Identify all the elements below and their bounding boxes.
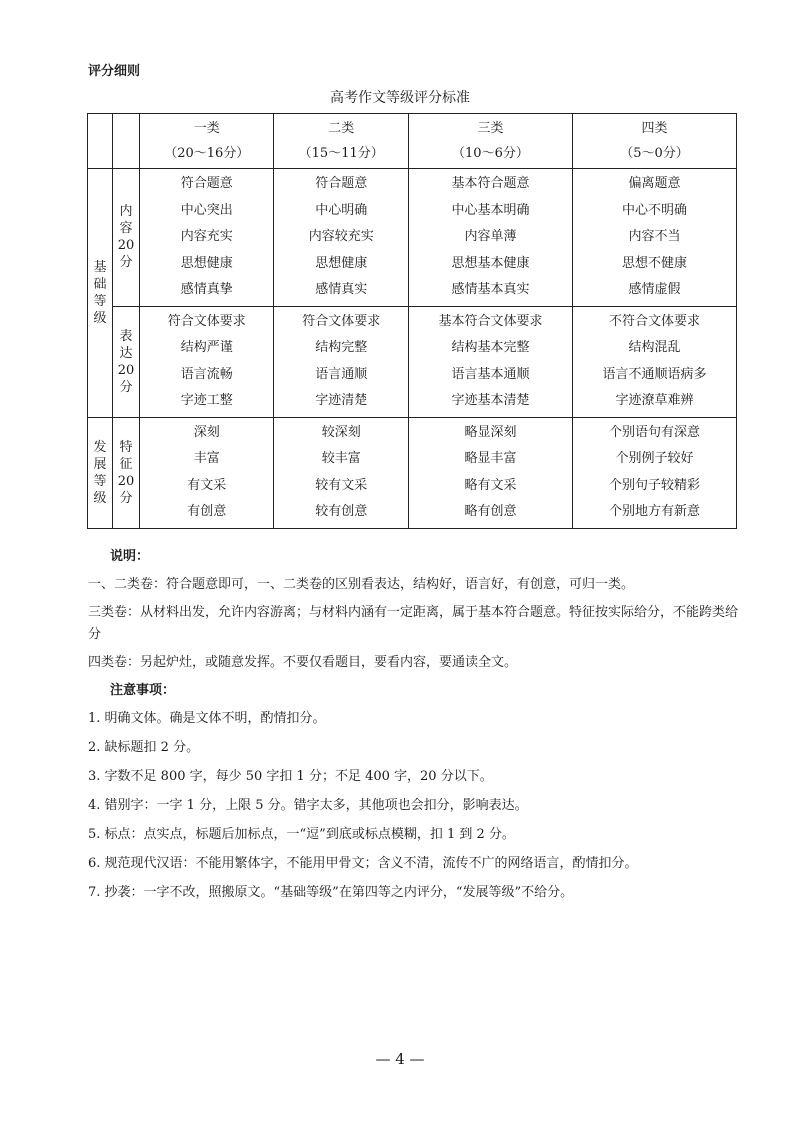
- cell-content-2: 符合题意 中心明确 内容较充实 思想健康 感情真实: [274, 169, 408, 307]
- cell-expression-2: 符合文体要求 结构完整 语言通顺 字迹清楚: [274, 306, 408, 417]
- row-expression: [88, 306, 737, 417]
- grading-table: [87, 113, 737, 529]
- row-feature: [88, 417, 737, 528]
- cell-expression-1: 符合文体要求 结构严谨 语言流畅 字迹工整: [140, 306, 274, 417]
- class-range: （15～11分）: [298, 146, 384, 161]
- class-range: （5～0分）: [620, 146, 689, 161]
- header-class-2: [274, 114, 408, 169]
- note-item-6: 6. 规范现代汉语：不能用繁体字，不能用甲骨文；含义不清，流传不广的网络语言，酌情扣分。: [88, 856, 638, 871]
- class-range: （20～16分）: [164, 146, 250, 161]
- note-item-5: 5. 标点：点实点，标题后加标点，一“逗”到底或标点模糊，扣 1 到 2 分。: [88, 827, 515, 842]
- note-item-2: 2. 缺标题扣 2 分。: [88, 740, 200, 755]
- section-title: 评分细则: [88, 64, 141, 79]
- table-title: 高考作文等级评分标准: [330, 90, 470, 106]
- header-class-3: [408, 114, 572, 169]
- header-class-4: [572, 114, 736, 169]
- table-header-row: [88, 114, 737, 169]
- cell-content-4: 偏离题意 中心不明确 内容不当 思想不健康 感情虚假: [572, 169, 736, 307]
- header-class-1: [140, 114, 274, 169]
- page-number: — 4 —: [375, 1050, 425, 1068]
- sub-expression: 表 达 20 分: [113, 306, 140, 417]
- cell-feature-1: 深刻 丰富 有文采 有创意: [140, 417, 274, 528]
- level-basic: 基 础 等 级: [88, 169, 113, 418]
- note-item-4: 4. 错别字：一字 1 分，上限 5 分。错字太多，其他项也会扣分，影响表达。: [88, 798, 528, 813]
- class-name: 二类: [328, 121, 355, 136]
- notes-section: [88, 546, 748, 911]
- note-item-1: 1. 明确文体。确是文体不明，酌情扣分。: [88, 711, 326, 726]
- sub-content: 内 容 20 分: [113, 169, 140, 307]
- explanation-paragraph-3: 四类卷：另起炉灶，或随意发挥。不要仅看题目，要看内容，要通读全文。: [88, 655, 518, 670]
- sub-feature: 特 征 20 分: [113, 417, 140, 528]
- class-range: （10～6分）: [452, 146, 529, 161]
- header-blank-level: [88, 114, 113, 169]
- header-blank-sub: [113, 114, 140, 169]
- explanation-paragraph-1: 一、二类卷：符合题意即可，一、二类卷的区别看表达，结构好，语言好，有创意，可归一类。: [88, 577, 635, 592]
- explanation-heading: 说明：: [110, 549, 150, 564]
- row-content: [88, 169, 737, 307]
- cell-expression-3: 基本符合文体要求 结构基本完整 语言基本通顺 字迹基本清楚: [408, 306, 572, 417]
- class-name: 三类: [477, 121, 504, 136]
- cell-feature-4: 个别语句有深意 个别例子较好 个别句子较精彩 个别地方有新意: [572, 417, 736, 528]
- cell-feature-3: 略显深刻 略显丰富 略有文采 略有创意: [408, 417, 572, 528]
- class-name: 一类: [193, 121, 220, 136]
- note-item-7: 7. 抄袭：一字不改，照搬原文。“基础等级”在第四等之内评分，“发展等级”不给分。: [88, 885, 574, 900]
- cell-content-1: 符合题意 中心突出 内容充实 思想健康 感情真挚: [140, 169, 274, 307]
- class-name: 四类: [641, 121, 668, 136]
- level-develop: 发 展 等 级: [88, 417, 113, 528]
- cell-expression-4: 不符合文体要求 结构混乱 语言不通顺语病多 字迹潦草难辨: [572, 306, 736, 417]
- notes-heading: 注意事项：: [110, 683, 176, 698]
- note-item-3: 3. 字数不足 800 字，每少 50 字扣 1 分；不足 400 字，20 分以下。: [88, 769, 493, 784]
- cell-feature-2: 较深刻 较丰富 较有文采 较有创意: [274, 417, 408, 528]
- explanation-paragraph-2: 三类卷：从材料出发，允许内容游离；与材料内涵有一定距离，属于基本符合题意。特征按实际给分，不能跨类给分: [88, 605, 739, 642]
- cell-content-3: 基本符合题意 中心基本明确 内容单薄 思想基本健康 感情基本真实: [408, 169, 572, 307]
